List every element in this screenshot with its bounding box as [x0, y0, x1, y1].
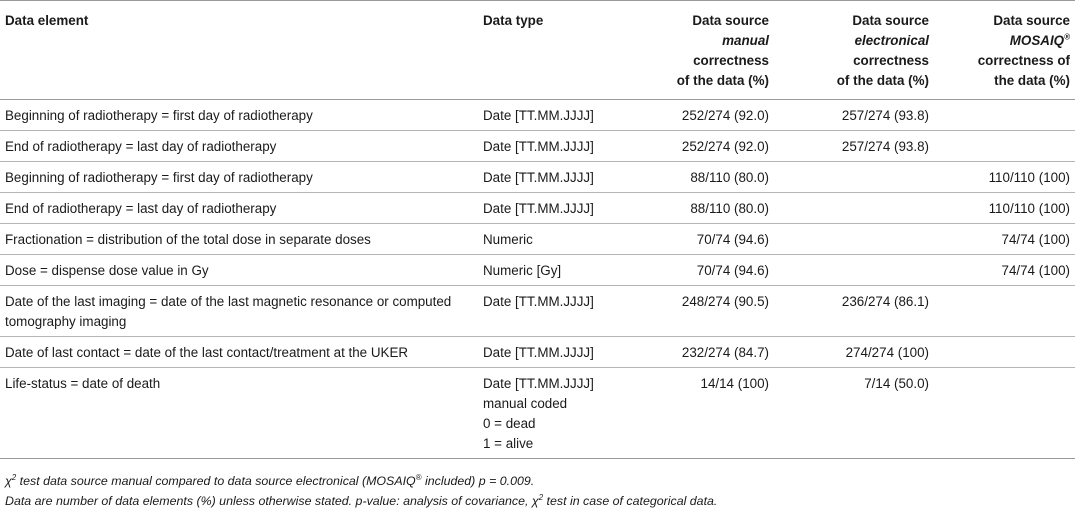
data-type-line: Numeric [Gy] [483, 263, 562, 278]
cell-data-type [478, 286, 652, 337]
cell-mosaiq [934, 368, 1075, 459]
header-source-mosaiq: Data source MOSAIQ® correctness of the data (%) [977, 13, 1070, 88]
data-type-line: Date [TT.MM.JJJJ] [483, 170, 594, 185]
header-source-manual: Data source manual correctness of the data (%) [676, 13, 769, 88]
table-row [0, 193, 1075, 224]
cell-data-type [478, 224, 652, 255]
cell-electronical: 274/274 (100) [845, 345, 929, 360]
cell-manual: 252/274 (92.0) [681, 108, 769, 123]
table-row [0, 100, 1075, 131]
cell-electronical [774, 224, 934, 255]
cell-data-type [478, 131, 652, 162]
cell-data-element: Date of last contact = date of the last contact/treatment at the UKER [5, 345, 409, 360]
cell-mosaiq [934, 100, 1075, 131]
data-type-line: Date [TT.MM.JJJJ] [483, 376, 594, 391]
cell-mosaiq: 74/74 (100) [1001, 232, 1070, 247]
cell-mosaiq [934, 131, 1075, 162]
cell-data-element: Fractionation = distribution of the total dose in separate doses [5, 232, 371, 247]
data-type-line: Date [TT.MM.JJJJ] [483, 108, 594, 123]
footnote-chi-square: $\chi^2$ test data source manual compared to data source electronical (MOSAIQ® included) p = 0.009. [5, 472, 535, 488]
cell-manual: 70/74 (94.6) [696, 263, 769, 278]
cell-data-type [478, 193, 652, 224]
cell-manual: 248/274 (90.5) [681, 294, 769, 309]
cell-electronical [774, 162, 934, 193]
cell-data-type [478, 162, 652, 193]
cell-mosaiq [934, 337, 1075, 368]
data-type-line: Numeric [483, 232, 533, 247]
cell-mosaiq: 110/110 (100) [988, 170, 1070, 185]
data-type-line: Date [TT.MM.JJJJ] [483, 139, 594, 154]
cell-electronical: 257/274 (93.8) [841, 108, 929, 123]
table-row [0, 162, 1075, 193]
data-type-line: 1 = alive [483, 436, 534, 451]
table-body [0, 100, 1075, 459]
header-data-type: Data type [483, 13, 544, 28]
table-header-row [0, 1, 1075, 100]
cell-electronical: 236/274 (86.1) [841, 294, 929, 309]
table-footnotes [0, 459, 1055, 511]
cell-mosaiq: 110/110 (100) [988, 201, 1070, 216]
data-type-line: manual coded [483, 396, 568, 411]
cell-electronical: 257/274 (93.8) [841, 139, 929, 154]
cell-data-element: Beginning of radiotherapy = first day of radiotherapy [5, 108, 313, 123]
cell-data-element: Dose = dispense dose value in Gy [5, 263, 209, 278]
cell-manual: 252/274 (92.0) [681, 139, 769, 154]
cell-data-element: Life-status = date of death [5, 376, 161, 391]
cell-electronical [774, 255, 934, 286]
table-row [0, 368, 1075, 459]
data-type-line: 0 = dead [483, 416, 536, 431]
footnote-data-note: Data are number of data elements (%) unless otherwise stated. p-value: analysis of covariance, $\chi^2$ test in case of categorical data. [5, 492, 718, 508]
data-type-line: Date [TT.MM.JJJJ] [483, 201, 594, 216]
cell-manual: 14/14 (100) [700, 376, 769, 391]
data-type-line: Date [TT.MM.JJJJ] [483, 345, 594, 360]
cell-manual: 70/74 (94.6) [696, 232, 769, 247]
cell-data-element: Date of the last imaging = date of the last magnetic resonance or computed tomography imaging [5, 294, 452, 329]
cell-manual: 232/274 (84.7) [681, 345, 769, 360]
cell-mosaiq [934, 286, 1075, 337]
cell-data-element: End of radiotherapy = last day of radiotherapy [5, 139, 277, 154]
table-row [0, 255, 1075, 286]
cell-data-type [478, 337, 652, 368]
cell-data-element: Beginning of radiotherapy = first day of radiotherapy [5, 170, 313, 185]
table-row [0, 286, 1075, 337]
header-source-electronical: Data source electronical correctness of the data (%) [836, 13, 929, 88]
table-row [0, 131, 1075, 162]
cell-data-type [478, 368, 652, 459]
header-data-element: Data element [5, 13, 89, 28]
data-type-line: Date [TT.MM.JJJJ] [483, 294, 594, 309]
cell-data-type [478, 255, 652, 286]
cell-data-type [478, 100, 652, 131]
cell-manual: 88/110 (80.0) [690, 201, 769, 216]
cell-electronical: 7/14 (50.0) [864, 376, 929, 391]
table-row [0, 224, 1075, 255]
cell-mosaiq: 74/74 (100) [1001, 263, 1070, 278]
cell-electronical [774, 193, 934, 224]
table-row [0, 337, 1075, 368]
cell-manual: 88/110 (80.0) [690, 170, 769, 185]
cell-data-element: End of radiotherapy = last day of radiotherapy [5, 201, 277, 216]
